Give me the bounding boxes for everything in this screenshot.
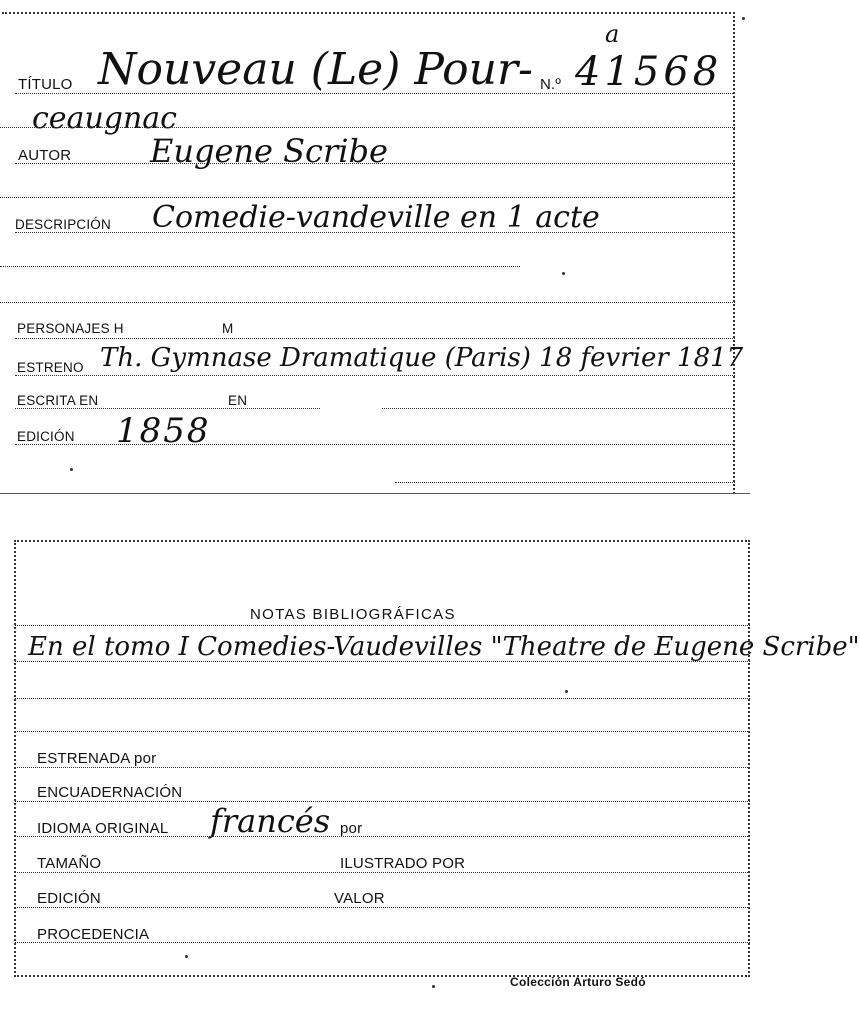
notas-value: En el tomo I Comedies-Vaudevilles "Theatre de Eugene Scribe" (28, 632, 860, 662)
numero-value: 41568 (575, 49, 723, 95)
speck (70, 468, 73, 471)
idioma-label: IDIOMA ORIGINAL (37, 820, 169, 837)
notas-rule-2 (15, 698, 750, 699)
bottom-rule-fragment (395, 482, 735, 483)
encuadernacion-rule (15, 801, 750, 802)
card-divider (0, 493, 750, 494)
encuadernacion-label: ENCUADERNACIÓN (37, 784, 183, 801)
notas-rule-3 (15, 731, 750, 732)
edicion-label: EDICIÓN (17, 429, 75, 444)
por-label: por (340, 820, 363, 837)
speck (742, 17, 745, 20)
escrita-label: ESCRITA EN (17, 393, 99, 408)
notas-rule (15, 661, 750, 662)
escrita-rule-b (382, 408, 735, 409)
escrita-en-label: EN (228, 393, 248, 408)
titulo-rule-2 (0, 127, 735, 128)
escrita-rule-a (15, 408, 320, 409)
titulo-label: TÍTULO (18, 76, 73, 93)
titulo-value-line1: Nouveau (Le) Pour- (98, 44, 533, 95)
notas-rule-top (15, 625, 750, 626)
personajes-m-label: M (222, 321, 234, 336)
idioma-value: francés (210, 802, 331, 840)
blank-rule-3 (0, 302, 735, 303)
descripcion-label: DESCRIPCIÓN (15, 217, 111, 232)
edicion-value: 1858 (116, 411, 211, 451)
titulo-value-line2: ceaugnac (32, 101, 177, 136)
notas-label: NOTAS BIBLIOGRÁFICAS (250, 606, 456, 623)
edicion2-label: EDICIÓN (37, 890, 101, 907)
speck (432, 985, 435, 988)
numero-superscript: a (605, 20, 620, 48)
procedencia-rule (15, 942, 750, 943)
estrenada-label: ESTRENADA por (37, 750, 157, 767)
personajes-label: PERSONAJES H (17, 321, 124, 336)
speck (185, 955, 188, 958)
speck (562, 272, 565, 275)
numero-label: N.º (540, 76, 562, 93)
autor-value: Eugene Scribe (150, 132, 388, 170)
titulo-rule (15, 93, 735, 94)
blank-rule-1 (0, 197, 735, 198)
autor-rule (15, 163, 735, 164)
speck (565, 690, 568, 693)
estrenada-rule (15, 767, 750, 768)
personajes-rule (15, 338, 735, 339)
idioma-rule (15, 836, 750, 837)
descripcion-value: Comedie-vandeville en 1 acte (152, 200, 600, 235)
procedencia-label: PROCEDENCIA (37, 926, 150, 943)
autor-label: AUTOR (18, 147, 72, 164)
estreno-label: ESTRENO (17, 360, 84, 375)
edicion-rule (15, 444, 735, 445)
estreno-rule (15, 375, 735, 376)
edicion2-rule (15, 907, 750, 908)
descripcion-rule (15, 232, 735, 233)
tamano-label: TAMAÑO (37, 855, 102, 872)
blank-rule-2 (0, 266, 520, 267)
ilustrado-label: ILUSTRADO POR (340, 855, 466, 872)
tamano-rule (15, 872, 750, 873)
valor-label: VALOR (334, 890, 385, 907)
estreno-value: Th. Gymnase Dramatique (Paris) 18 fevrier 1817 (100, 343, 744, 373)
coleccion-stamp: Colección Arturo Sedó (510, 975, 646, 989)
